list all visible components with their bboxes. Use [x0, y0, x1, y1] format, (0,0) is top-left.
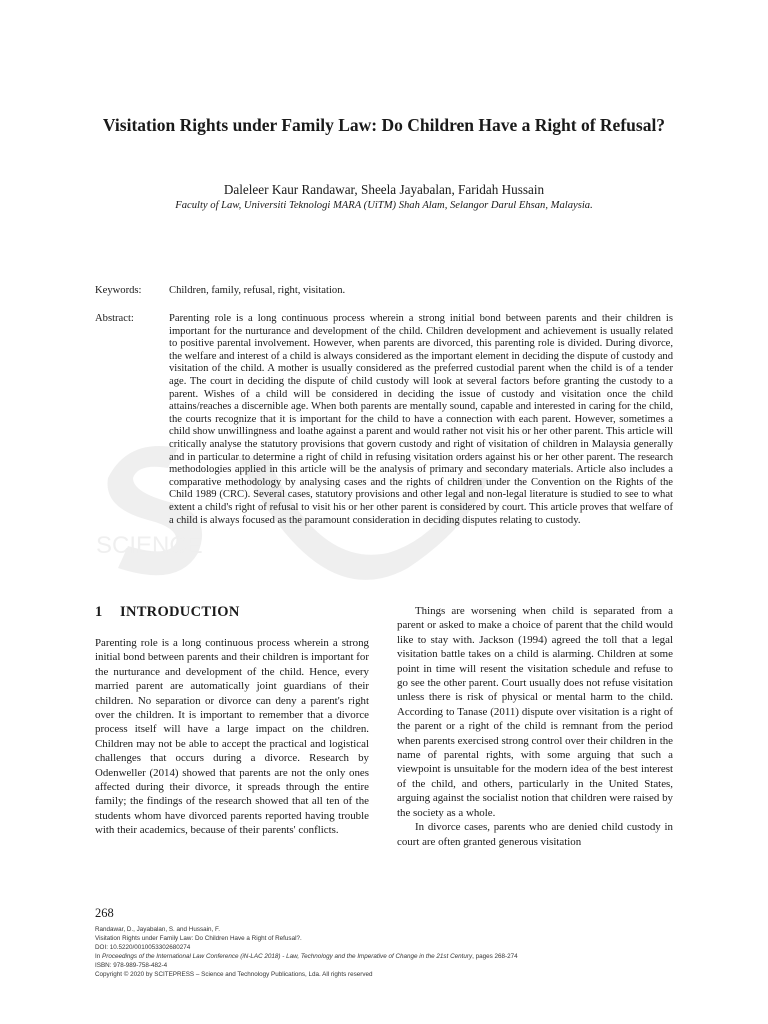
- section-number: 1: [95, 604, 103, 620]
- abstract-label: Abstract:: [95, 313, 134, 324]
- section-title: INTRODUCTION: [120, 604, 240, 620]
- keywords-label: Keywords:: [95, 285, 142, 296]
- watermark-text: SCIENCE: [96, 532, 203, 559]
- citation-footer: [95, 925, 695, 979]
- section-heading-introduction: [95, 604, 240, 621]
- citation-title: Visitation Rights under Family Law: Do Children Have a Right of Refusal?.: [95, 935, 302, 942]
- intro-paragraph-2: Things are worsening when child is separated from a parent or asked to make a choice of parent that the child would like to stay with. Jackson (1994) agreed the toll that a legal visitation battle takes on a child is alarming. Children at some point in time will resent the visitation schedule and refuse to go see the other parent. Court usually does not refuse visitation unless there is risk of physical or mental harm to the child. According to Tanase (2011) dispute over visitation is a right of the parent or a right of the child is remnant from the period when parents exercised strong control over their children in the name of parental rights, with some arguing that such a viewpoint is unsuitable for the modern idea of the best interest of the child, and others, particularly in the United States, arguing against the socialist notion that children were raised by the society as a whole.: [397, 605, 673, 819]
- right-column: [397, 604, 673, 849]
- keywords-text: Children, family, refusal, right, visitation.: [169, 285, 346, 296]
- paper-authors: Daleleer Kaur Randawar, Sheela Jayabalan, Faridah Hussain: [223, 182, 545, 197]
- page-number: 268: [95, 906, 114, 920]
- author-affiliation: Faculty of Law, Universiti Teknologi MARA (UiTM) Shah Alam, Selangor Darul Ehsan, Malaysia.: [175, 200, 593, 211]
- citation-doi: DOI: 10.5220/0010053302680274: [95, 944, 191, 951]
- paper-title: Visitation Rights under Family Law: Do Children Have a Right of Refusal?: [102, 115, 666, 135]
- abstract-text: Parenting role is a long continuous process wherein a strong initial bond between parents and their children is important for the nurturance and development of the child. Children development and achievement is usually related to positive parental involvement. However, when parents are divorced, this parenting role is divided. During divorce, the welfare and interest of a child is always considered as the important element in deciding the dispute of custody and visitation of the child. A mother is usually considered as the preferred custodial parent when the child is of a tender age. The court in deciding the dispute of child custody will look at several factors before granting the custody to a parent. Wishes of a child will be considered in deciding the issue of custody and visitation once the child attains/reaches a discernible age. When both parents are mentally sound, capable and interested in caring for the child, the courts recognize that it is important for the child to have a connection with each parent. However, sometimes a child show unwillingness and loathe against a parent and would rather not visit his or her other parent. This article will critically analyse the statutory provisions that govern custody and right of visitation of children in Malaysia generally and in particular to determine a right of child in refusing visitation orders against his or her other parent. The research methodologies applied in this article will be the analysis of primary and secondary materials. Article also includes a comparative methodology by analysing cases and the rights of children under the Convention on the Rights of the Child 1989 (CRC). Several cases, statutory provisions and other legal and non-legal literature is studied to see to what extent a child's right of refusal to visit his or her other parent is considered by court. This article proves that welfare of a child is always focused as the paramount consideration in deciding disputes relating to custody.: [169, 313, 673, 526]
- citation-isbn: ISBN: 978-989-758-482-4: [95, 962, 168, 969]
- intro-paragraph-1: Parenting role is a long continuous process wherein a strong initial bond between parents and their children is important for the nurturance and development of the child. Hence, every married parent are automatically joint guardians of their children. No separation or divorce can deny a parent's right over the children. It is important to remember that a divorce process itself will have a large impact on the children. Children may not be able to accept the practical and logistical challenges that occurs during a divorce. Research by Odenweller (2014) showed that parents are not the only ones affected during their divorce, it spreads through the entire family; the findings of the research showed that all ten of the students whom have divorced parents reported having trouble with their academics, because of their parents' conflicts.: [95, 637, 369, 837]
- intro-paragraph-3: In divorce cases, parents who are denied child custody in court are often granted generous visitation: [397, 821, 673, 848]
- citation-authors: Randawar, D., Jayabalan, S. and Hussain, F.: [95, 926, 220, 933]
- left-column: [95, 636, 369, 838]
- citation-copyright: Copyright © 2020 by SCITEPRESS – Science and Technology Publications, Lda. All rights reserved: [95, 971, 373, 978]
- citation-proceedings: In Proceedings of the International Law Conference (iN-LAC 2018) - Law, Technology and the Imperative of Change in the 21st Century, pages 268-274: [95, 953, 518, 960]
